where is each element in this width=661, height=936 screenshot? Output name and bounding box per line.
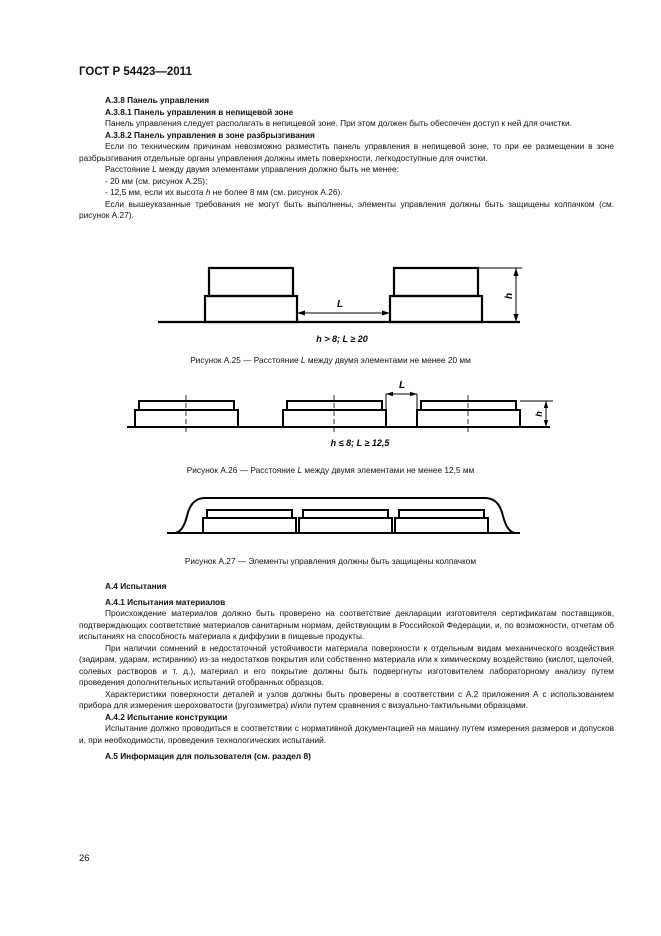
arrow-head xyxy=(514,268,519,276)
caption-a26 xyxy=(0,465,661,475)
text-span: Рисунок А.26 — Расстояние xyxy=(186,465,298,475)
label-h: h xyxy=(504,292,515,300)
symbol-L: L xyxy=(297,465,303,475)
paragraph-cap-requirement: Если вышеуказанные требования не могут быть выполнены, элементы управления должны быть защищены колпачком (см. рисунок А.27). xyxy=(79,198,614,220)
heading-a381: А.3.8.1 Панель управления в непищевой зоне xyxy=(105,106,294,117)
condition-label: h > 8; L ≥ 20 xyxy=(316,334,368,344)
figure-a26 xyxy=(125,375,555,455)
symbol-L: L xyxy=(152,164,157,174)
control-element-left-base xyxy=(205,296,297,322)
heading-a5: А.5 Информация для пользователя (см. раздел 8) xyxy=(105,751,311,761)
control-element-1-top xyxy=(207,510,292,518)
heading-a382: А.3.8.2 Панель управления в зоне разбрызгивания xyxy=(105,129,315,140)
figure-a27 xyxy=(165,490,525,546)
heading-a42: А.4.2 Испытание конструкции xyxy=(105,711,228,722)
section-a38 xyxy=(79,95,614,222)
document-header: ГОСТ Р 54423—2011 xyxy=(79,66,192,78)
caption-a25 xyxy=(0,355,661,365)
text-span: Рисунок А.25 — Расстояние xyxy=(190,355,301,365)
text-span: между двумя элементами не менее 12,5 мм xyxy=(302,465,475,475)
text-span: между двумя элементами управления должно быть не менее: xyxy=(156,164,399,174)
control-element-3-top xyxy=(399,510,484,518)
paragraph-a42: Испытание должно проводиться в соответствии с нормативной документацией на машину путем измерения размеров и допусков и, при необходимости, проведения технологических испытаний. xyxy=(79,723,614,745)
control-element-2-top xyxy=(287,401,382,410)
list-item-2 xyxy=(79,187,614,199)
symbol-h: h xyxy=(205,187,211,197)
control-element-left-top xyxy=(209,268,293,296)
arrow-head xyxy=(297,311,305,316)
control-element-2-base xyxy=(283,410,386,427)
control-element-1-base xyxy=(135,410,238,427)
heading-a41: А.4.1 Испытания материалов xyxy=(105,596,226,607)
control-element-right-base xyxy=(390,296,482,322)
paragraph-a41-2: При наличии сомнений в недостаточной устойчивости материала поверхности к отдельным видам механического воздействия (задирам, ударам, истиранию) из-за недостатков покрытия или собственно материала или к химическому воздействию (кислот, щелочей, солевых растворов и т. д.), материал и его покрытие должны быть подвергнуты изготовителем лабораторному анализу путем проведения дополнительных испытаний отобранных образцов. xyxy=(79,642,614,687)
arrow-head xyxy=(544,401,548,408)
condition-label: h ≤ 8; L ≥ 12,5 xyxy=(330,438,390,448)
paragraph-distance xyxy=(79,164,614,176)
control-element-2-top xyxy=(303,510,388,518)
protective-cap xyxy=(175,498,515,533)
heading-a38: А.3.8 Панель управления xyxy=(105,95,210,105)
arrow-head xyxy=(386,392,393,396)
control-element-3-top xyxy=(421,401,516,410)
label-h: h xyxy=(534,411,544,417)
control-element-3-base xyxy=(417,410,520,427)
text-span: Расстояние xyxy=(105,164,153,174)
list-item-1: - 20 мм (см. рисунок А.25); xyxy=(105,175,208,186)
paragraph-a41-1: Происхождение материалов должно быть проверено на соответствие декларации изготовителя сертификатам поставщиков, подтверждающих соответствие материалов санитарным нормам, действующим в Российской Федерации, и, по возможности, отчетам об испытаниях на способность материала к диффузии в пищевые продукты. xyxy=(79,608,614,641)
label-L: L xyxy=(398,380,406,391)
control-element-1-base xyxy=(203,518,296,533)
arrow-head xyxy=(544,420,548,427)
text-span: не более 8 мм (см. рисунок А.26). xyxy=(210,187,343,197)
control-element-2-base xyxy=(299,518,392,533)
text-span: - 12,5 мм, если их высота xyxy=(105,187,206,197)
arrow-head xyxy=(382,311,390,316)
label-L: L xyxy=(336,299,344,310)
control-element-1-top xyxy=(139,401,234,410)
symbol-L: L xyxy=(300,355,306,365)
page-number: 26 xyxy=(79,853,90,864)
text-span: между двумя элементами не менее 20 мм xyxy=(305,355,471,365)
arrow-head xyxy=(410,392,417,396)
caption-a27: Рисунок А.27 — Элементы управления должны быть защищены колпачком xyxy=(184,556,477,566)
heading-a4: А.4 Испытания xyxy=(105,581,167,591)
figure-a25 xyxy=(150,258,530,350)
control-element-3-base xyxy=(395,518,488,533)
arrow-head xyxy=(514,314,519,322)
control-element-right-top xyxy=(394,268,478,296)
paragraph-a382: Если по техническим причинам невозможно разместить панель управления в непищевой зоне, то при ее размещении в зоне разбрызгивания отдельные органы управления должны иметь поверхности, легкодоступные для очистки. xyxy=(79,141,614,163)
section-a4 xyxy=(79,581,614,763)
paragraph-a41-3: Характеристики поверхности деталей и узлов должны быть проверены в соответствии с А.2 приложения А с использованием прибора для измерения шероховатости (ругозиметра) и/или путем сравнения с визуально-тактильными образцами. xyxy=(79,688,614,710)
paragraph-a381: Панель управления следует располагать в непищевой зоне. При этом должен быть обеспечен доступ к ней для очистки. xyxy=(105,118,572,128)
